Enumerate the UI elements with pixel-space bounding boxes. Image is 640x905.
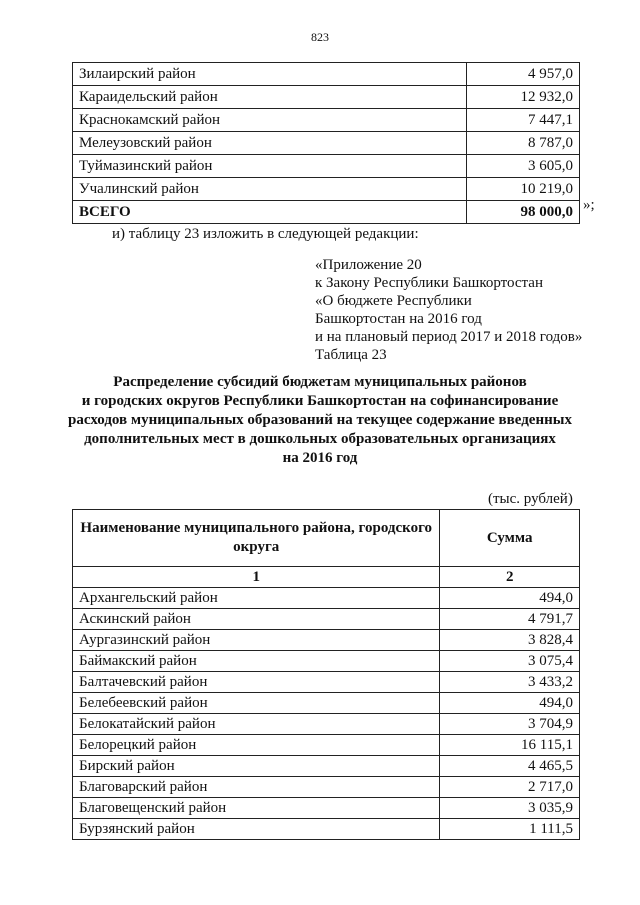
table-row — [73, 609, 580, 630]
table-row — [73, 588, 580, 609]
row-name: Зилаирский район — [73, 63, 467, 86]
row-name: Благовещенский район — [73, 798, 440, 819]
table-row — [73, 735, 580, 756]
closing-quote-mark: »; — [583, 197, 595, 213]
row-value: 3 035,9 — [440, 798, 580, 819]
column-number-row — [73, 567, 580, 588]
table-row — [73, 798, 580, 819]
row-value: 10 219,0 — [467, 178, 580, 201]
row-name: Мелеузовский район — [73, 132, 467, 155]
table-row — [73, 819, 580, 840]
subsidy-table — [72, 509, 580, 840]
row-name: Бурзянский район — [73, 819, 440, 840]
row-name: Архангельский район — [73, 588, 440, 609]
row-value: 494,0 — [440, 693, 580, 714]
table-row — [73, 155, 580, 178]
row-value: 7 447,1 — [467, 109, 580, 132]
row-value: 2 717,0 — [440, 777, 580, 798]
appendix-reference — [315, 256, 615, 364]
table-row — [73, 714, 580, 735]
header-sum: Сумма — [440, 510, 580, 567]
row-value: 3 075,4 — [440, 651, 580, 672]
row-value: 4 465,5 — [440, 756, 580, 777]
row-name: Балтачевский район — [73, 672, 440, 693]
appendix-line: Башкортостан на 2016 год — [315, 311, 482, 327]
table-row — [73, 63, 580, 86]
row-name: Баймакский район — [73, 651, 440, 672]
row-name: Аургазинский район — [73, 630, 440, 651]
row-value: 8 787,0 — [467, 132, 580, 155]
row-name: Бирский район — [73, 756, 440, 777]
row-value: 4 791,7 — [440, 609, 580, 630]
header-name: Наименование муниципального района, городского округа — [73, 510, 440, 567]
title-line: дополнительных мест в дошкольных образовательных организациях — [84, 431, 556, 447]
row-name: Благоварский район — [73, 777, 440, 798]
row-value: 3 433,2 — [440, 672, 580, 693]
table-row — [73, 86, 580, 109]
table-row — [73, 693, 580, 714]
units-label: (тыс. рублей) — [488, 491, 573, 507]
title-line: расходов муниципальных образований на текущее содержание введенных — [68, 412, 572, 428]
table-title — [60, 373, 580, 468]
table-row — [73, 630, 580, 651]
row-value: 4 957,0 — [467, 63, 580, 86]
top-table — [72, 62, 580, 224]
column-number-1: 1 — [73, 567, 440, 588]
row-name: Туймазинский район — [73, 155, 467, 178]
title-line: Распределение субсидий бюджетам муниципальных районов — [113, 374, 527, 390]
appendix-line: Таблица 23 — [315, 347, 387, 363]
table-header-row — [73, 510, 580, 567]
table-row — [73, 651, 580, 672]
appendix-line: «О бюджете Республики — [315, 293, 472, 309]
title-line: на 2016 год — [282, 450, 358, 466]
row-name: Белорецкий район — [73, 735, 440, 756]
row-name: Белокатайский район — [73, 714, 440, 735]
total-label: ВСЕГО — [73, 201, 467, 224]
row-value: 12 932,0 — [467, 86, 580, 109]
title-line: и городских округов Республики Башкортостан на софинансирование — [81, 393, 559, 409]
row-value: 1 111,5 — [440, 819, 580, 840]
row-value: 3 828,4 — [440, 630, 580, 651]
amendment-instruction: и) таблицу 23 изложить в следующей редакции: — [112, 226, 419, 242]
row-value: 3 704,9 — [440, 714, 580, 735]
table-row — [73, 109, 580, 132]
appendix-line: к Закону Республики Башкортостан — [315, 275, 543, 291]
table-row — [73, 672, 580, 693]
row-value: 16 115,1 — [440, 735, 580, 756]
row-value: 494,0 — [440, 588, 580, 609]
row-name: Аскинский район — [73, 609, 440, 630]
table-row — [73, 178, 580, 201]
table-row — [73, 777, 580, 798]
row-name: Караидельский район — [73, 86, 467, 109]
page-number: 823 — [311, 30, 329, 44]
row-name: Белебеевский район — [73, 693, 440, 714]
row-name: Краснокамский район — [73, 109, 467, 132]
table-row — [73, 132, 580, 155]
row-name: Учалинский район — [73, 178, 467, 201]
column-number-2: 2 — [440, 567, 580, 588]
row-value: 3 605,0 — [467, 155, 580, 178]
total-value: 98 000,0 — [467, 201, 580, 224]
appendix-line: и на плановый период 2017 и 2018 годов» — [315, 329, 583, 345]
total-row — [73, 201, 580, 224]
table-row — [73, 756, 580, 777]
appendix-line: «Приложение 20 — [315, 257, 422, 273]
